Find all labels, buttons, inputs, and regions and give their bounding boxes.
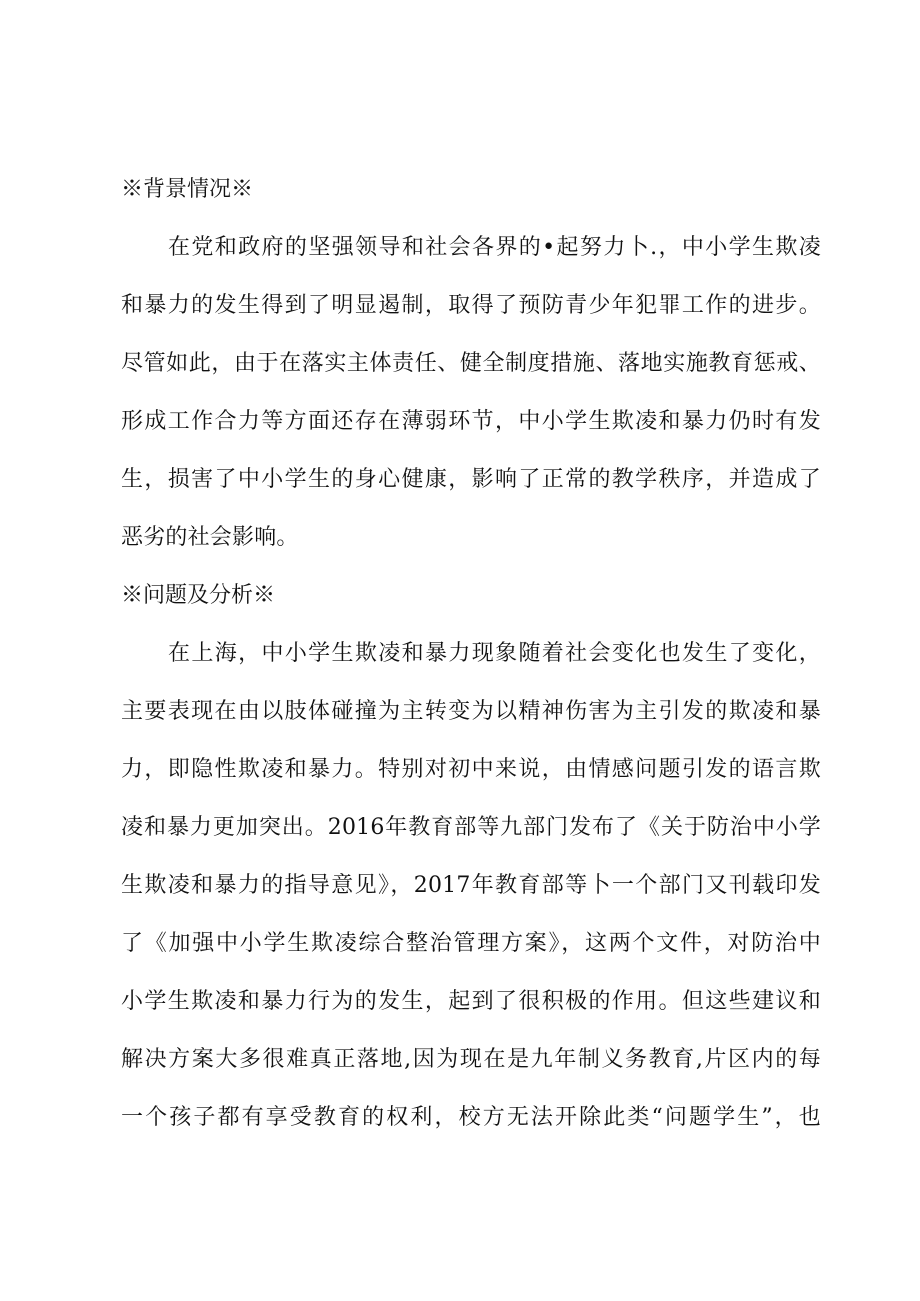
paragraph-line: 主要表现在由以肢体碰撞为主转变为以精神伤害为主引发的欺凌和暴 — [121, 699, 821, 724]
section-heading-analysis: ※问题及分析※ — [121, 583, 276, 608]
paragraph-line: 在上海，中小学生欺凌和暴力现象随着社会变化也发生了变化， — [168, 641, 821, 666]
paragraph-line: 恶劣的社会影响。 — [121, 525, 299, 550]
paragraph-line: 在党和政府的坚强领导和社会各界的•起努力卜.，中小学生欺凌 — [168, 235, 821, 260]
paragraph-line: 了《加强中小学生欺凌综合整治管理方案》，这两个文件，对防治中 — [121, 931, 821, 956]
paragraph-line: 力，即隐性欺凌和暴力。特别对初中来说，由情感问题引发的语言欺 — [121, 757, 821, 782]
section-heading-background: ※背景情况※ — [121, 177, 254, 202]
paragraph-line: 形成工作合力等方面还存在薄弱环节，中小学生欺凌和暴力仍时有发 — [121, 409, 821, 434]
paragraph-line: 凌和暴力更加突出。2016年教育部等九部门发布了《关于防治中小学 — [121, 815, 821, 840]
paragraph-line: 小学生欺凌和暴力行为的发生，起到了很积极的作用。但这些建议和 — [121, 989, 821, 1014]
paragraph-line: 解决方案大多很难真正落地,因为现在是九年制义务教育,片区内的每 — [121, 1047, 821, 1072]
paragraph-line: 生，损害了中小学生的身心健康，影响了正常的教学秩序，并造成了 — [121, 467, 821, 492]
paragraph-line: 尽管如此，由于在落实主体责任、健全制度措施、落地实施教育惩戒、 — [121, 351, 821, 376]
paragraph-line: 一个孩子都有享受教育的权利，校方无法开除此类“问题学生”，也 — [121, 1105, 821, 1130]
paragraph-line: 和暴力的发生得到了明显遏制，取得了预防青少年犯罪工作的进步。 — [121, 293, 821, 318]
paragraph-line: 生欺凌和暴力的指导意见》，2017年教育部等卜一个部门又刊载印发 — [121, 873, 821, 898]
